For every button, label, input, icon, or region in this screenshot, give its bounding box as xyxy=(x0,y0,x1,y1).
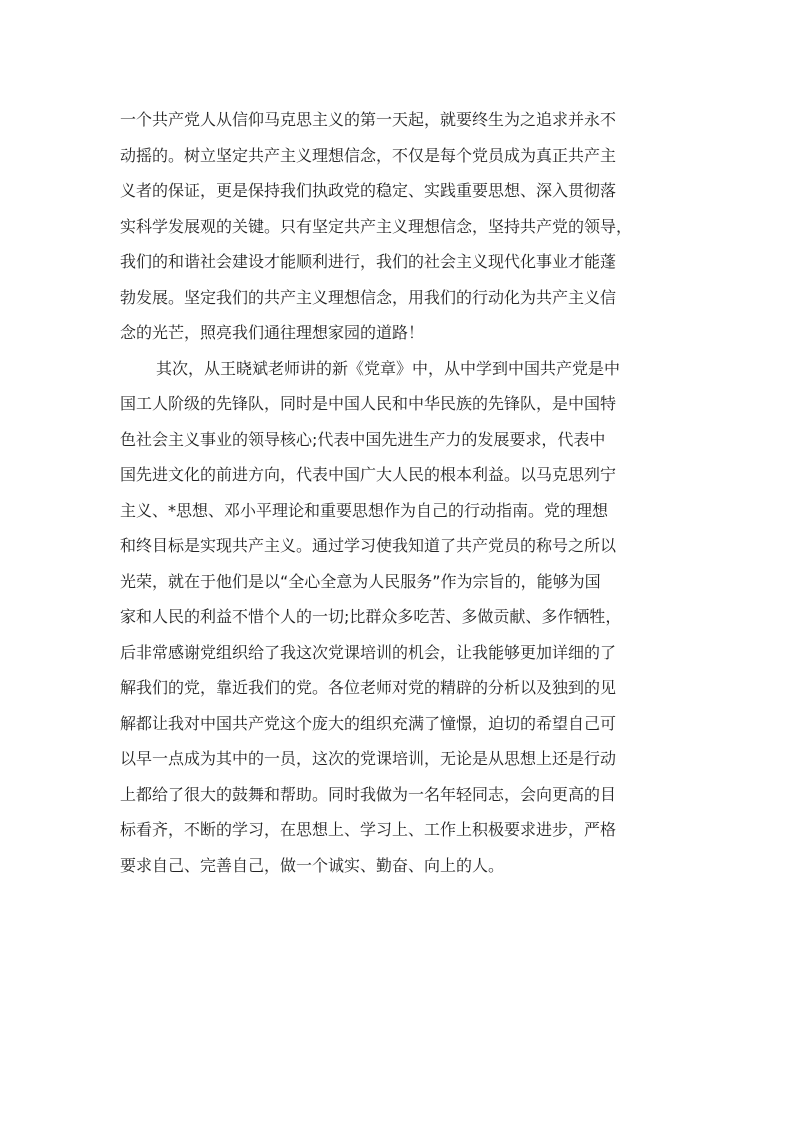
text-line: 义者的保证，更是保持我们执政党的稳定、实践重要思想、深入贯彻落 xyxy=(120,181,617,200)
text-line: 动摇的。树立坚定共产主义理想信念，不仅是每个党员成为真正共产主 xyxy=(120,145,617,165)
text-line: 后非常感谢党组织给了我这次党课培训的机会，让我能够更加详细的了 xyxy=(120,642,617,662)
text-line: 解都让我对中国共产党这个庞大的组织充满了憧憬，迫切的希望自己可 xyxy=(120,713,617,733)
text-line: 上都给了很大的鼓舞和帮助。同时我做为一名年轻同志，会向更高的目 xyxy=(120,784,617,804)
text-line: 光荣，就在于他们是以“全心全意为人民服务”作为宗旨的，能够为国 xyxy=(120,571,601,591)
paragraph-2 xyxy=(120,351,680,884)
paragraph-1 xyxy=(120,102,680,351)
text-line: 念的光芒，照亮我们通往理想家园的道路！ xyxy=(120,323,425,342)
text-line: 主义、*思想、邓小平理论和重要思想作为自己的行动指南。党的理想 xyxy=(120,500,609,520)
text-line: 和终目标是实现共产主义。通过学习使我知道了共产党员的称号之所以 xyxy=(120,536,617,555)
text-line: 家和人民的利益不惜个人的一切;比群众多吃苦、多做贡献、多作牺牲， xyxy=(120,607,622,626)
text-line: 以早一点成为其中的一员，这次的党课培训，无论是从思想上还是行动 xyxy=(120,749,617,768)
document-body xyxy=(120,102,680,883)
text-line: 实科学发展观的关键。只有坚定共产主义理想信念，坚持共产党的领导， xyxy=(120,216,633,236)
text-line: 要求自己、完善自己，做一个诚实、勤奋、向上的人。 xyxy=(120,855,505,875)
text-line: 国先进文化的前进方向，代表中国广大人民的根本利益。以马克思列宁 xyxy=(120,465,617,484)
text-line: 国工人阶级的先锋队，同时是中国人民和中华民族的先锋队，是中国特 xyxy=(120,394,617,413)
text-line: 一个共产党人从信仰马克思主义的第一天起，就要终生为之追求并永不 xyxy=(120,110,617,129)
text-line: 勃发展。坚定我们的共产主义理想信念，用我们的行动化为共产主义信 xyxy=(120,287,617,307)
text-line: 解我们的党，靠近我们的党。各位老师对党的精辟的分析以及独到的见 xyxy=(120,678,617,697)
text-line: 我们的和谐社会建设才能顺利进行，我们的社会主义现代化事业才能蓬 xyxy=(120,252,617,271)
text-line: 色社会主义事业的领导核心;代表中国先进生产力的发展要求，代表中 xyxy=(120,429,606,449)
text-line: 标看齐，不断的学习，在思想上、学习上、工作上积极要求进步，严格 xyxy=(120,820,617,839)
text-line: 其次，从王晓斌老师讲的新《党章》中，从中学到中国共产党是中 xyxy=(156,358,621,378)
